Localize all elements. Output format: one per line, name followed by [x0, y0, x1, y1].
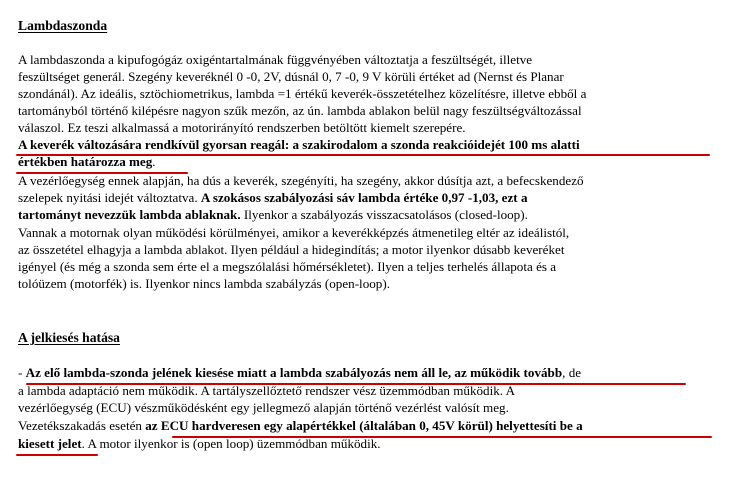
paragraph-line: A lambdaszonda a kipufogógáz oxigéntartalmának függvényében változtatja a feszültségét, illetve	[18, 52, 533, 67]
highlight-reaction-time-line-1: A keverék változására rendkívül gyorsan reagál: a szakirodalom a szonda reakcióidejét 100 ms alatti	[18, 137, 580, 152]
bold-ecu-default: az ECU hardveresen egy alapértékkel (általában 0, 45V körül) helyettesíti be a	[145, 418, 583, 433]
text-span: -	[18, 365, 26, 380]
paragraph-line: az összetétel elhagyja a lambda ablakot. Ilyen például a hidegindítás; a motor ilyenkor dúsabb keveréket	[18, 242, 565, 257]
paragraph-line: feszültséget generál. Szegény keveréknél 0 -0, 2V, dúsnál 0, 7 -0, 9 V körüli értéket ad (Nernst és Planar	[18, 69, 564, 84]
paragraph-line: szondánál). Az ideális, sztöchiometrikus, lambda =1 értékű keverék-összetételhez közelítésre, illetve ebből a	[18, 86, 587, 101]
paragraph-line: Vannak a motornak olyan működési körülményei, amikor a keverékképzés átmenetileg eltér az ideálistól,	[18, 225, 570, 240]
bold-lambda-window: tartományt nevezzük lambda ablaknak.	[18, 207, 241, 222]
paragraph-line: tartományból történő kilépésre nagyon szűk mezőn, az ún. lambda ablakon belül nagy feszültségváltozással	[18, 103, 582, 118]
bold-signal-loss: Az elő lambda-szonda jelének kiesése miatt a lambda szabályozás nem áll le, az működik tovább	[25, 365, 563, 380]
section-title-lambdaszonda: Lambdaszonda	[18, 18, 108, 33]
section-title-jelkieses: A jelkiesés hatása	[18, 330, 120, 345]
text-span: Vezetékszakadás esetén	[18, 418, 146, 433]
paragraph-line	[18, 207, 528, 223]
paragraph-line	[18, 190, 528, 206]
paragraph-line: A vezérlőegység ennek alapján, ha dús a keverék, szegényíti, ha szegény, akkor dúsítja azt, a befecskendező	[18, 173, 584, 188]
highlight-reaction-time-text: értékben határozza meg	[18, 154, 153, 169]
highlight-reaction-time-line-2	[18, 154, 156, 170]
text-span: Ilyenkor a szabályozás visszacsatolásos (closed-loop).	[240, 207, 528, 222]
paragraph-line	[18, 436, 381, 452]
text-span: , de	[562, 365, 582, 380]
paragraph-line: igényel (és még a szonda sem érte el a megszólalási hőmérsékletet). Ilyen a teljes terhelés állapota és a	[18, 259, 557, 274]
paragraph-line	[18, 365, 581, 381]
text-span: szelepek nyitási idejét változtatva.	[18, 190, 201, 205]
paragraph-line: tolóüzem (motorfék) is. Ilyenkor nincs lambda szabályzás (open-loop).	[18, 276, 390, 291]
paragraph-line	[18, 418, 583, 434]
red-underline	[16, 454, 98, 456]
paragraph-line: válaszol. Ez teszi alkalmassá a motorirányító rendszerben betöltött kiemelt szerepére.	[18, 120, 466, 135]
text-span: . A motor ilyenkor is (open loop) üzemmódban működik.	[81, 436, 381, 451]
paragraph-line: vezérlőegység (ECU) vészműködésként egy jellegmező alapján történő vezérlést valósít meg.	[18, 400, 509, 415]
paragraph-line: a lambda adaptáció nem működik. A tartályszellőztető rendszer vész üzemmódban működik. A	[18, 383, 516, 398]
bold-replaced-signal: kiesett jelet	[18, 436, 82, 451]
sentence-end: .	[152, 154, 156, 169]
bold-lambda-range: A szokásos szabályozási sáv lambda értéke 0,97 -1,03, ezt a	[200, 190, 528, 205]
